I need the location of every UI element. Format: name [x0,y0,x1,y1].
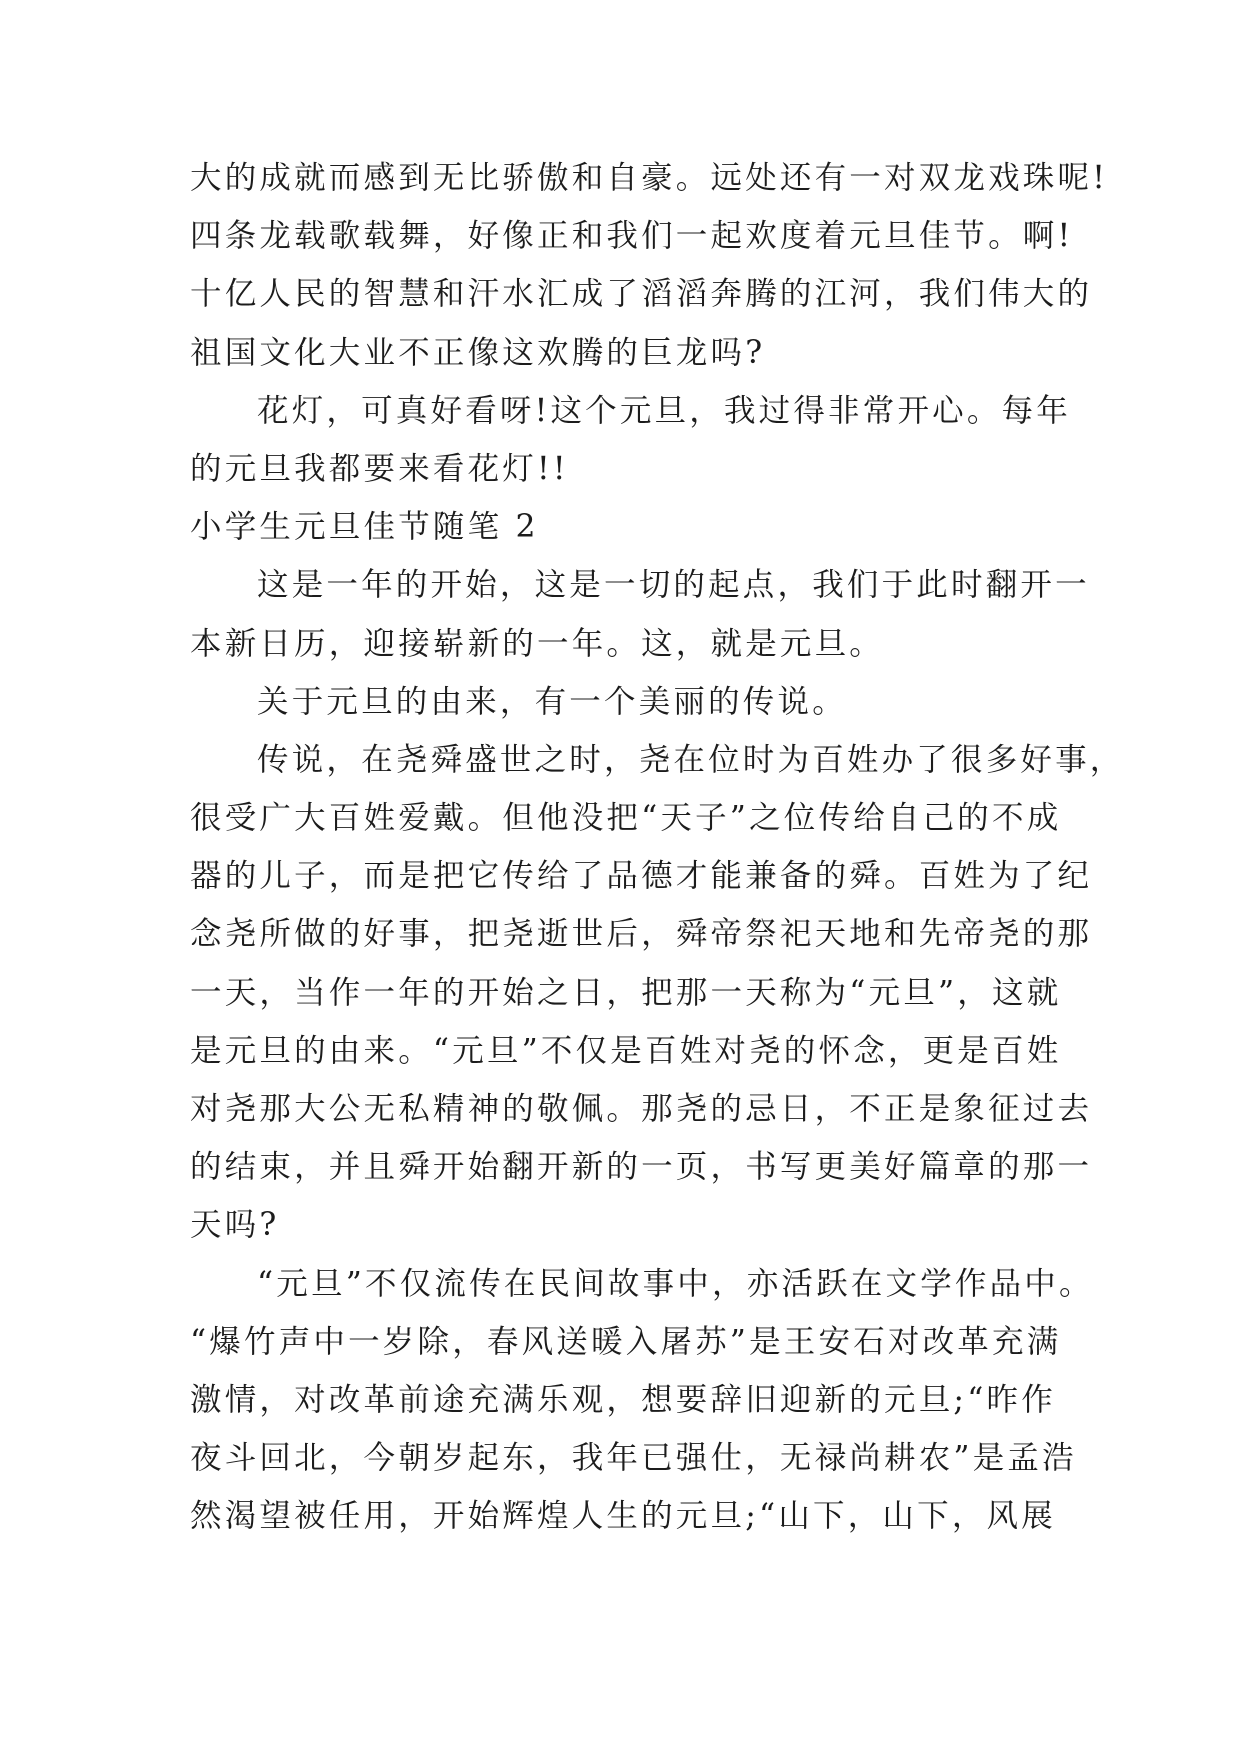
text-line: 本新日历，迎接崭新的一年。这，就是元旦。 [190,625,885,662]
text-line: 关于元旦的由来，有一个美丽的传说。 [257,683,847,720]
text-line: “爆竹声中一岁除，春风送暖入屠苏”是王安石对改革充满 [190,1323,1062,1360]
text-line: 祖国文化大业不正像这欢腾的巨龙吗? [190,334,766,371]
text-line: 激情，对改革前途充满乐观，想要辞旧迎新的元旦;“昨作 [190,1381,1056,1418]
text-line: 十亿人民的智慧和汗水汇成了滔滔奔腾的江河，我们伟大的 [190,276,1093,313]
text-line: 花灯，可真好看呀!这个元旦，我过得非常开心。每年 [257,392,1071,429]
section-heading: 小学生元旦佳节随笔 2 [190,509,539,546]
text-line: 然渴望被任用，开始辉煌人生的元旦;“山下，山下，风展 [190,1498,1056,1535]
text-line: 大的成就而感到无比骄傲和自豪。远处还有一对双龙戏珠呢! [190,160,1109,196]
document-body [190,149,1125,1546]
text-line: 的元旦我都要来看花灯!! [190,450,569,487]
text-line: 夜斗回北，今朝岁起东，我年已强仕，无禄尚耕农”是孟浩 [190,1440,1077,1477]
text-line: 念尧所做的好事，把尧逝世后，舜帝祭祀天地和先帝尧的那 [190,916,1093,953]
text-line: 传说，在尧舜盛世之时，尧在位时为百姓办了很多好事， [257,741,1125,778]
text-line: 是元旦的由来。“元旦”不仅是百姓对尧的怀念，更是百姓 [190,1032,1062,1069]
text-line: 一天，当作一年的开始之日，把那一天称为“元旦”，这就 [190,974,1062,1011]
text-line: 对尧那大公无私精神的敬佩。那尧的忌日，不正是象征过去 [190,1091,1093,1127]
text-line: 的结束，并且舜开始翻开新的一页，书写更美好篇章的那一 [190,1149,1093,1186]
text-line: 天吗? [190,1207,280,1244]
text-line: 器的儿子，而是把它传给了品德才能兼备的舜。百姓为了纪 [190,858,1093,895]
text-line: “元旦”不仅流传在民间故事中，亦活跃在文学作品中。 [257,1265,1094,1302]
text-line: 很受广大百姓爱戴。但他没把“天子”之位传给自己的不成 [190,800,1062,837]
text-line: 四条龙载歌载舞，好像正和我们一起欢度着元旦佳节。啊! [190,218,1074,255]
text-line: 这是一年的开始，这是一切的起点，我们于此时翻开一 [257,567,1090,604]
